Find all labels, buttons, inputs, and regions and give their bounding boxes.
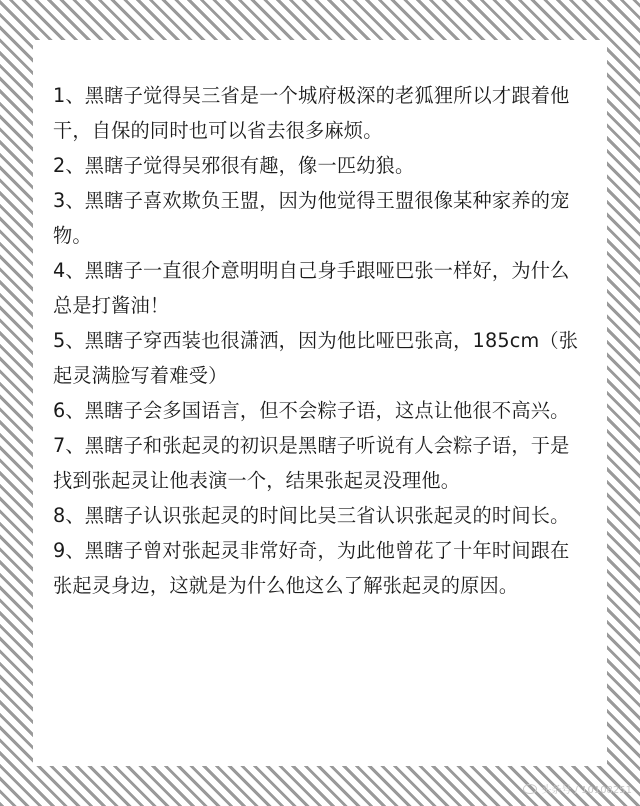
list-item-1: 1、黑瞎子觉得吴三省是一个城府极深的老狐狸所以才跟着他干，自保的同时也可以省去很多麻烦。	[53, 84, 570, 142]
list-item-2: 2、黑瞎子觉得吴邪很有趣，像一匹幼狼。	[53, 154, 415, 177]
watermark-text: 头条号 / 10108251	[541, 785, 632, 796]
list-item-6: 6、黑瞎子会多国语言，但不会粽子语，这点让他很不高兴。	[53, 399, 570, 422]
list-item-7: 7、黑瞎子和张起灵的初识是黑瞎子听说有人会粽子语，于是找到张起灵让他表演一个，结果张起灵没理他。	[53, 434, 570, 492]
list-item-5: 5、黑瞎子穿西装也很潇洒，因为他比哑巴张高，185cm（张起灵满脸写着难受）	[53, 329, 579, 387]
watermark	[523, 781, 632, 796]
list-item-8: 8、黑瞎子认识张起灵的时间比吴三省认识张起灵的时间长。	[53, 504, 570, 527]
watermark-logo-icon	[523, 784, 537, 794]
list-item-3: 3、黑瞎子喜欢欺负王盟，因为他觉得王盟很像某种家养的宠物。	[53, 189, 570, 247]
content-card	[33, 40, 607, 766]
list-item-9: 9、黑瞎子曾对张起灵非常好奇，为此他曾花了十年时间跟在张起灵身边，这就是为什么他这么了解张起灵的原因。	[53, 539, 570, 597]
list-item-4: 4、黑瞎子一直很介意明明自己身手跟哑巴张一样好，为什么总是打酱油！	[53, 259, 570, 317]
